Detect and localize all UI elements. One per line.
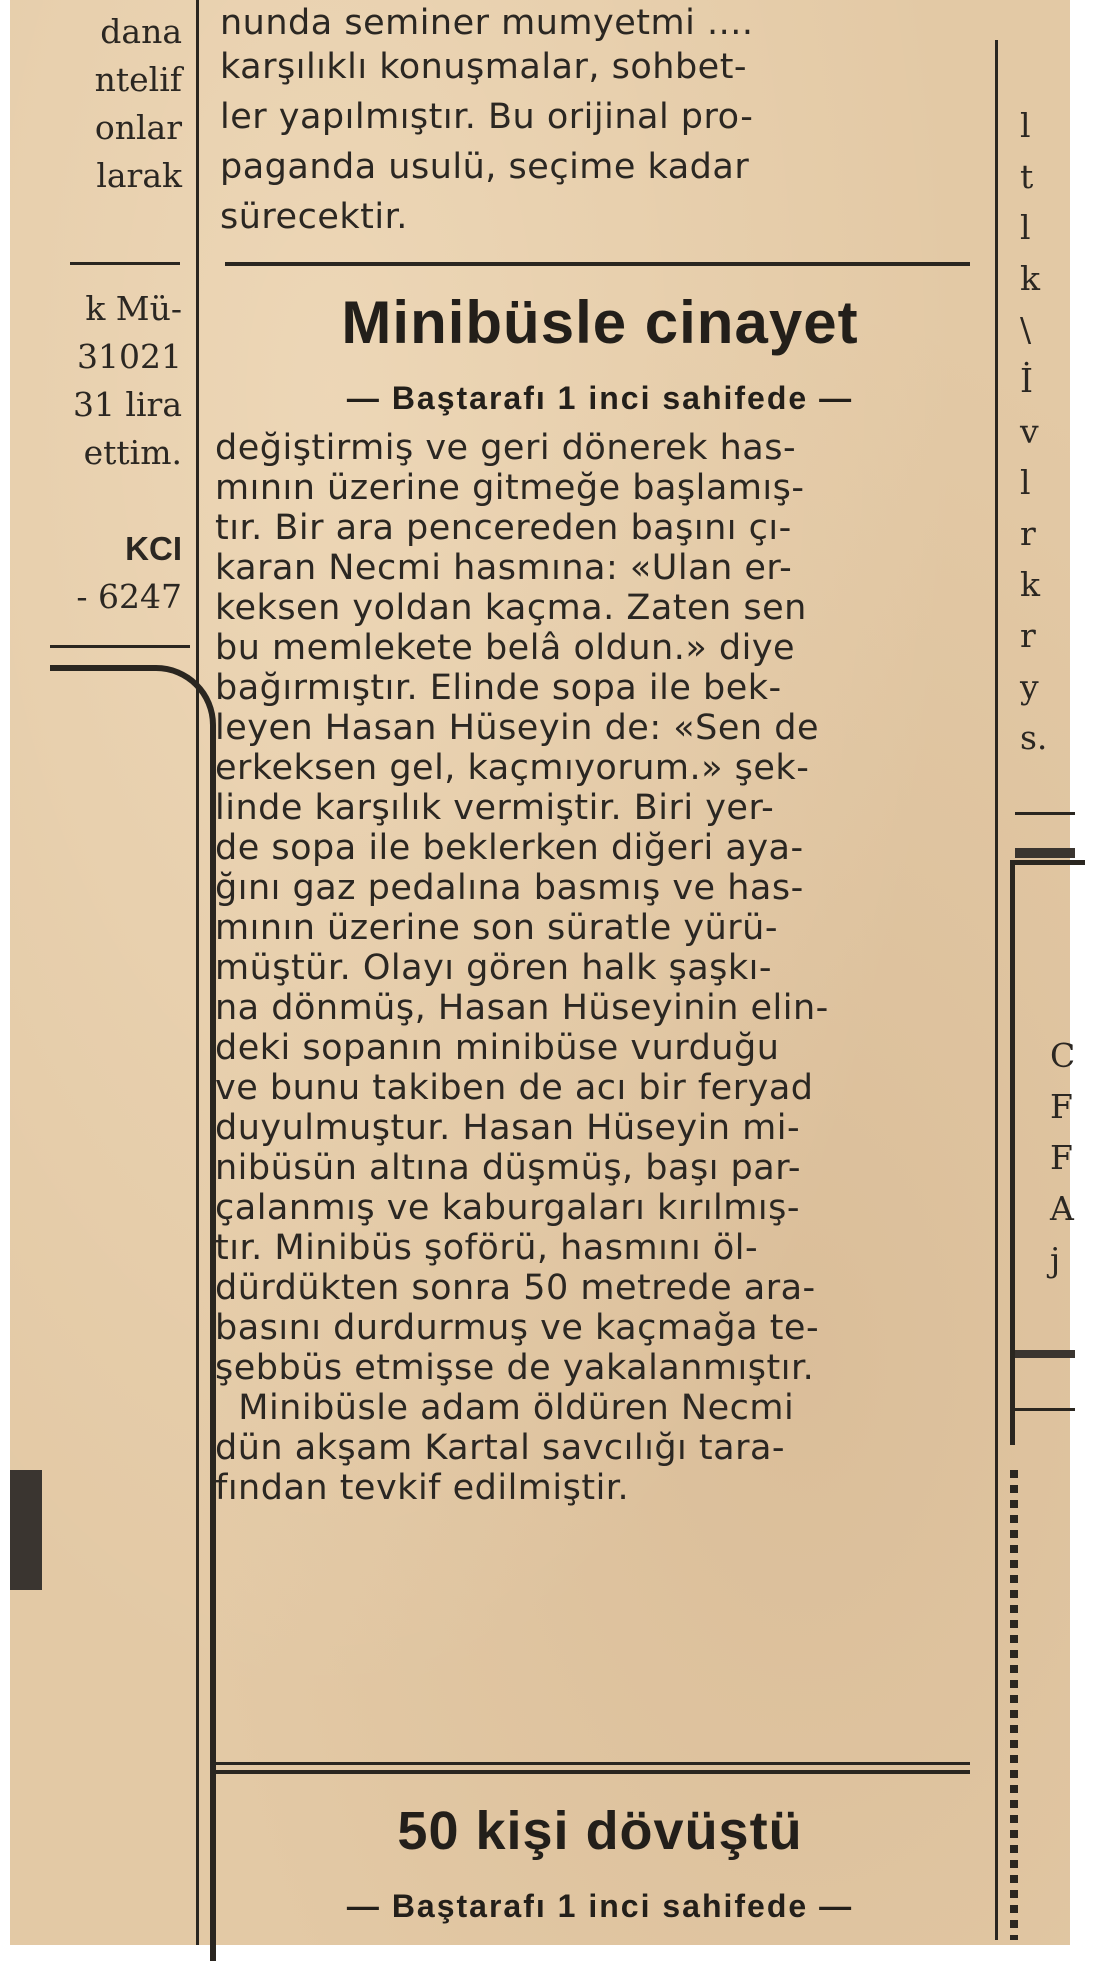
right-letter: \: [1020, 310, 1032, 349]
text-line: bu memlekete belâ oldun.» diye: [215, 628, 796, 668]
right-letter: C: [1050, 1036, 1076, 1075]
left-divider: [70, 262, 180, 265]
right-divider-2: [1015, 1408, 1075, 1411]
text-line: ğını gaz pedalına basmış ve has-: [215, 868, 804, 908]
article-2-headline: 50 kişi dövüştü: [397, 1801, 803, 1861]
right-column-fragment-2: [1050, 1030, 1110, 1285]
left-divider-2: [50, 645, 190, 648]
left-line: k Mü-: [85, 289, 182, 328]
text-line: linde karşılık vermiştir. Biri yer-: [215, 788, 775, 828]
right-divider: [1015, 812, 1075, 815]
text-line: basını durdurmuş ve kaçmağa te-: [215, 1308, 820, 1348]
text-line: karşılıklı konuşmalar, sohbet-: [220, 47, 748, 87]
text-line: dün akşam Kartal savcılığı tara-: [215, 1428, 786, 1468]
right-letter: y: [1020, 667, 1039, 706]
left-line: ettim.: [83, 433, 182, 472]
left-line: - 6247: [76, 577, 182, 616]
right-letter: v: [1020, 412, 1039, 451]
right-dark-bar-2: [1015, 1350, 1075, 1358]
left-line: dana: [100, 12, 182, 51]
text-line: de sopa ile beklerken diğeri aya-: [215, 828, 804, 868]
right-letter: F: [1050, 1138, 1073, 1177]
right-letter: t: [1020, 157, 1034, 196]
intro-paragraph: [220, 4, 980, 242]
right-letter: l: [1020, 106, 1031, 145]
text-line: mının üzerine gitmeğe başlamış-: [215, 468, 805, 508]
right-letter: s.: [1020, 718, 1048, 757]
text-line: karan Necmi hasmına: «Ulan er-: [215, 548, 793, 588]
text-line: deki sopanın minibüse vurduğu: [215, 1028, 780, 1068]
article-2-continued-note: — Baştarafı 1 inci sahifede —: [346, 1888, 854, 1924]
text-line: müştür. Olayı gören halk şaşkı-: [215, 948, 773, 988]
section-divider-2: [215, 1762, 970, 1765]
right-letter: j: [1050, 1240, 1061, 1279]
text-line: dürdükten sonra 50 metrede ara-: [215, 1268, 816, 1308]
right-letter: k: [1020, 259, 1040, 298]
continued-note: — Baştarafı 1 inci sahifede —: [346, 380, 854, 416]
section-divider: [225, 262, 970, 266]
section-divider-3: [215, 1770, 970, 1774]
left-line: ntelif: [94, 60, 182, 99]
left-column-fragment-2: [10, 285, 182, 477]
left-column-fragment: [10, 8, 182, 200]
text-line: ve bunu takiben de acı bir feryad: [215, 1068, 814, 1108]
text-line: Minibüsle adam öldüren Necmi: [215, 1388, 795, 1428]
text-line: nunda seminer mumyetmi ....: [220, 3, 754, 43]
text-line: çalanmış ve kaburgaları kırılmış-: [215, 1188, 800, 1228]
text-line: fından tevkif edilmiştir.: [215, 1468, 630, 1508]
text-line: şebbüs etmişse de yakalanmıştır.: [215, 1348, 815, 1388]
right-letter: İ: [1020, 361, 1034, 400]
left-line: 31021: [77, 337, 182, 376]
text-line: sürecektir.: [220, 197, 408, 237]
right-letter: r: [1020, 514, 1036, 553]
text-line: leyen Hasan Hüseyin de: «Sen de: [215, 708, 819, 748]
text-line: duyulmuştur. Hasan Hüseyin mi-: [215, 1108, 801, 1148]
text-line: ler yapılmıştır. Bu orijinal pro-: [220, 97, 754, 137]
right-letter: F: [1050, 1087, 1073, 1126]
left-border-box: [50, 665, 216, 1961]
text-line: tır. Minibüs şoförü, hasmını öl-: [215, 1228, 759, 1268]
right-letter: l: [1020, 208, 1031, 247]
left-line: larak: [96, 156, 182, 195]
text-line: keksen yoldan kaçma. Zaten sen: [215, 588, 807, 628]
right-dotted-rule: [1010, 1470, 1018, 1940]
article-headline: Minibüsle cinayet: [341, 289, 859, 356]
right-column-fragment: [1020, 100, 1080, 763]
text-line: erkeksen gel, kaçmıyorum.» şek-: [215, 748, 810, 788]
right-letter: A: [1050, 1189, 1074, 1228]
right-dark-bar: [1015, 848, 1075, 858]
right-letter: l: [1020, 463, 1031, 502]
left-line: KCI: [125, 530, 182, 567]
text-line: tır. Bir ara pencereden başını çı-: [215, 508, 792, 548]
text-line: paganda usulü, seçime kadar: [220, 147, 750, 187]
right-letter: k: [1020, 565, 1040, 604]
newspaper-clipping: [10, 0, 1076, 1945]
left-dark-block: [10, 1470, 42, 1590]
left-column-fragment-3: [10, 525, 182, 621]
text-line: mının üzerine son süratle yürü-: [215, 908, 778, 948]
text-line: bağırmıştır. Elinde sopa ile bek-: [215, 668, 782, 708]
text-line: na dönmüş, Hasan Hüseyinin elin-: [215, 988, 829, 1028]
text-line: nibüsün altına düşmüş, başı par-: [215, 1148, 801, 1188]
text-line: değiştirmiş ve geri dönerek has-: [215, 428, 797, 468]
article-body: [215, 428, 975, 1508]
right-letter: r: [1020, 616, 1036, 655]
left-line: 31 lira: [72, 385, 182, 424]
left-line: onlar: [94, 108, 182, 147]
